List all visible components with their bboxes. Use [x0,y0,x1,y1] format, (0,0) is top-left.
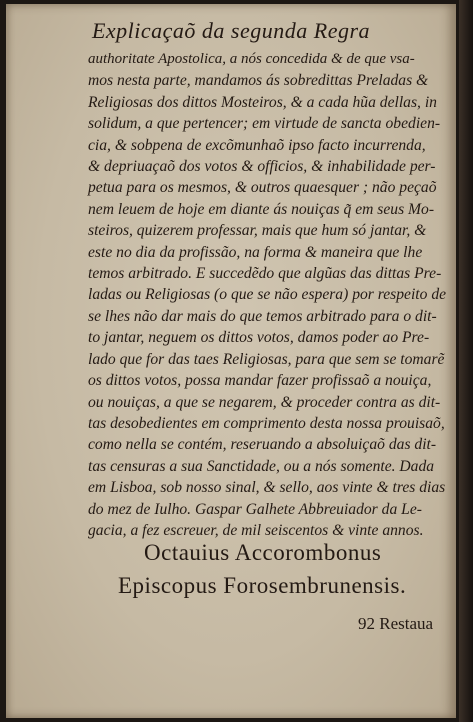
text-line: temos arbitrado. E succedẽdo que algũas das dittas Pre- [88,265,442,283]
text-line: do mez de Iulho. Gaspar Galhete Abbreuiador da Le- [88,500,422,518]
text-line: Religiosas dos dittos Mosteiros, & a cada hũa dellas, in [88,93,437,111]
text-line: tas censuras a sua Sanctidade, ou a nós somente. Dada [88,457,435,475]
text-line: lado que for das taes Religiosas, para que sem se tomarẽ [88,350,445,368]
text-line: cia, & sobpena de excõmunhaõ ipso facto incurrenda, [88,136,426,154]
text-line: petua para os mesmos, & outros quaesquer ; não peçaõ [88,179,437,197]
text-line: to jantar, neguem os dittos votos, damos poder ao Pre- [88,329,430,347]
text-line: authoritate Apostolica, a nós concedida & de que vsa- [88,51,415,67]
text-line: ladas ou Religiosas (o que se não espera) por respeito de [88,286,447,304]
body-text [88,49,447,541]
text-line: gacia, a fez escreuer, de mil seiscentos & vinte annos. [88,521,424,539]
text-line: mos nesta parte, mandamos ás sobredittas Preladas & [88,72,429,90]
book-page [6,4,456,718]
running-header: Explicaçaõ da segunda Regra [91,18,371,43]
text-line: tas desobedientes em comprimento desta nossa prouisaõ, [88,414,445,432]
text-line: ou nouiças, a que se negarem, & proceder contra as dit- [88,393,441,411]
text-line: se lhes não dar mais do que temos arbitrado para o dit- [88,307,437,325]
text-line: solidum, a que pertencer; em virtude de sancta obedien- [88,115,441,133]
text-line: & depriuaçaõ dos votos & officios, & inhabilidade per- [88,158,436,176]
book-spine [459,0,473,722]
signature-title: Episcopus Forosembrunensis. [118,573,407,598]
text-line: steiros, quizerem professar, mais que hum só jantar, & [88,222,427,240]
text-line: nem leuem de hoje em diante ás nouiças q̃ em seus Mo- [88,200,435,218]
signature-name: Octauius Accorombonus [144,540,382,565]
text-line: este no dia da profissão, na forma & maneira que lhe [88,243,423,261]
catchword: 92 Restaua [358,614,434,633]
text-line: em Lisboa, sob nosso sinal, & sello, aos vinte & tres dias [88,479,446,497]
text-line: os dittos votos, possa mandar fazer profissaõ a nouiça, [88,372,432,390]
text-line: como nella se contém, reseruando a absoluiçaõ das dit- [88,436,437,454]
